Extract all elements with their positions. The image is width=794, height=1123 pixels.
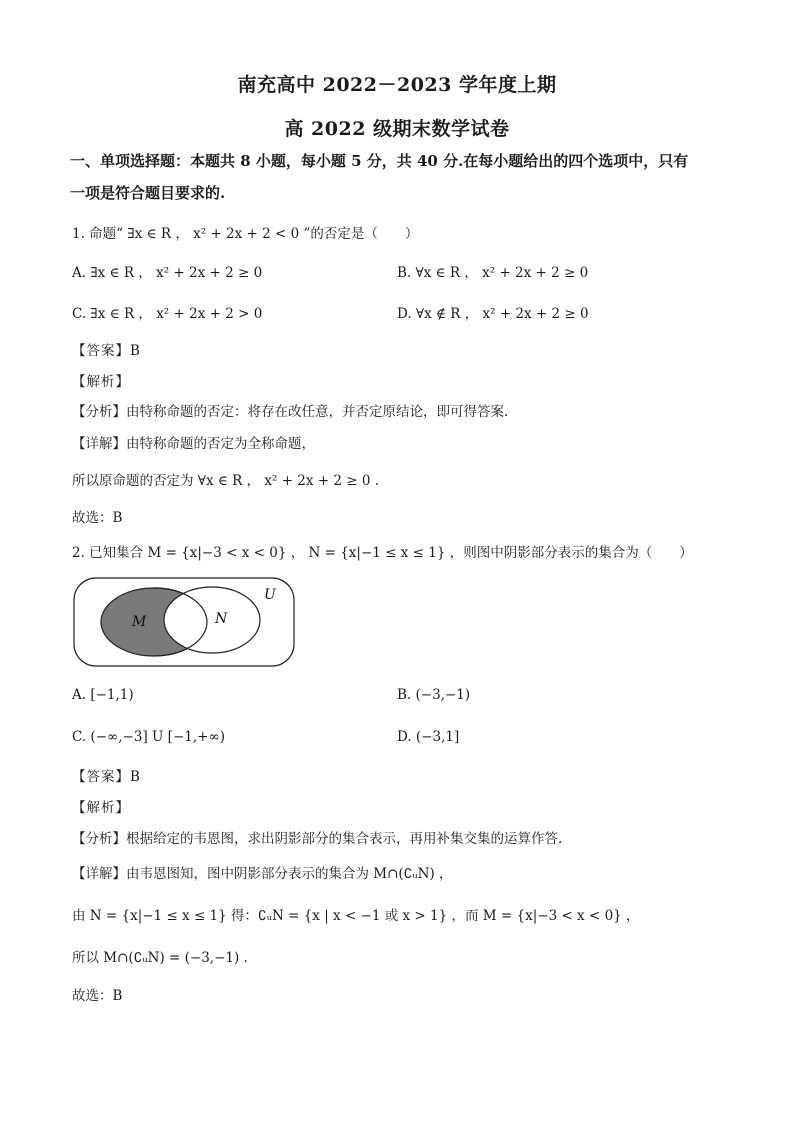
q2-stem: 2. 已知集合 M = {x|−3 < x < 0} ， N = {x|−1 ≤ x ≤ 1} ，则图中阴影部分表示的集合为（ ）	[72, 545, 693, 561]
q2-detail: 【详解】由韦恩图知，图中阴影部分表示的集合为 M∩(∁ᵤN) ，	[72, 866, 453, 882]
universe-label: U	[264, 587, 276, 603]
q1-choice: 故选：B	[72, 510, 123, 526]
set-m-label: M	[132, 614, 147, 630]
q2-option-a: A. [−1,1)	[72, 687, 134, 703]
q1-option-d: D. ∀x ∉ R ， x² + 2x + 2 ≥ 0	[397, 306, 589, 322]
q1-analysis: 【分析】由特称命题的否定：将存在改任意，并否定原结论，即可得答案.	[72, 404, 509, 420]
q2-choice: 故选：B	[72, 988, 123, 1004]
q1-detail: 【详解】由特称命题的否定为全称命题，	[72, 436, 315, 452]
set-n-label: N	[215, 611, 228, 627]
q2-step: 由 N = {x|−1 ≤ x ≤ 1} 得：∁ᵤN = {x | x < −1 或 x > 1} ，而 M = {x|−3 < x < 0} ，	[72, 908, 640, 924]
q1-answer: 【答案】B	[72, 343, 141, 359]
section-heading-line-1: 一、单项选择题：本题共 8 小题，每小题 5 分，共 40 分.在每小题给出的四个选项中，只有	[70, 152, 689, 170]
page-title-line-2: 高 2022 级期末数学试卷	[284, 118, 510, 140]
q2-analysis-label: 【解析】	[72, 800, 130, 816]
q2-analysis: 【分析】根据给定的韦恩图，求出阴影部分的集合表示，再用补集交集的运算作答.	[72, 831, 563, 847]
q2-conclusion: 所以 M∩(∁ᵤN) = (−3,−1) .	[72, 950, 248, 966]
q1-option-a: A. ∃x ∈ R ， x² + 2x + 2 ≥ 0	[72, 265, 263, 281]
q1-option-c: C. ∃x ∈ R ， x² + 2x + 2 > 0	[72, 306, 263, 322]
q2-answer: 【答案】B	[72, 769, 141, 785]
q2-option-c: C. (−∞,−3] U [−1,+∞)	[72, 729, 225, 745]
set-n-circle	[164, 587, 260, 653]
q1-conclusion: 所以原命题的否定为 ∀x ∈ R ， x² + 2x + 2 ≥ 0 .	[72, 473, 380, 489]
venn-diagram	[72, 576, 298, 670]
q1-stem: 1. 命题“ ∃x ∈ R ， x² + 2x + 2 < 0 ”的否定是（ ）	[72, 226, 419, 242]
q2-option-b: B. (−3,−1)	[397, 687, 471, 703]
q2-option-d: D. (−3,1]	[397, 729, 460, 745]
q1-option-b: B. ∀x ∈ R ， x² + 2x + 2 ≥ 0	[397, 265, 589, 281]
section-heading-line-2: 一项是符合题目要求的.	[70, 184, 226, 202]
page-title-line-1: 南充高中 2022－2023 学年度上期	[237, 74, 557, 96]
q1-analysis-label: 【解析】	[72, 374, 130, 390]
